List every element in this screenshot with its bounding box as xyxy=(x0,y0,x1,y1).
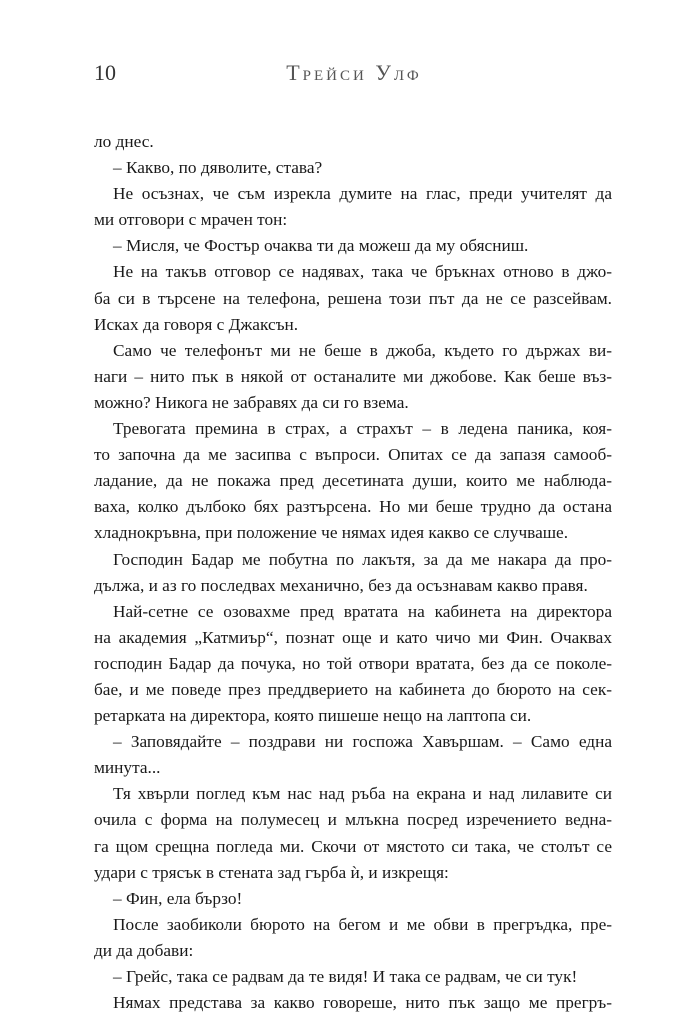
text-line: на академия „Катмиър“, познат още и като чичо ми Фин. Очаквах xyxy=(94,627,612,647)
text-line: – Мисля, че Фостър очаква ти да можеш да му обясниш. xyxy=(113,236,529,256)
text-line: – Какво, по дяволите, става? xyxy=(113,158,323,178)
text-line: – Заповядайте – поздрави ни госпожа Хавършам. – Само една xyxy=(113,732,612,752)
text-line: ваха, колко дълбоко бях разтърсена. Но ми беше трудно да остана xyxy=(94,497,612,517)
text-line: хладнокръвна, при положение че нямах идея какво се случваше. xyxy=(94,523,569,543)
text-line: удари с трясък в стената зад гърба ѝ, и изкрещя: xyxy=(94,862,449,882)
text-line: – Грейс, така се радвам да те видя! И така се радвам, че си тук! xyxy=(113,967,578,986)
text-line: ладание, да не покажа пред десетината души, които ме наблюда- xyxy=(94,471,612,491)
text-line: можно? Никога не забравях да си го взема. xyxy=(94,392,409,412)
text-line: бае, и ме поведе през преддверието на кабинета до бюрото на сек- xyxy=(94,679,612,699)
text-line: Най-сетне се озовахме пред вратата на кабинета на директора xyxy=(113,601,612,621)
text-line: – Фин, ела бързо! xyxy=(113,888,243,908)
text-line: ло днес. xyxy=(94,132,154,151)
text-line: ди да добави: xyxy=(94,940,194,960)
text-line: то започна да ме засипва с въпроси. Опитах се да запазя самооб- xyxy=(94,445,612,465)
text-line: господин Бадар да почука, но той отвори вратата, без да се поколе- xyxy=(94,653,612,673)
text-line: Исках да говоря с Джаксън. xyxy=(94,314,299,334)
text-line: ми отговори с мрачен тон: xyxy=(94,210,288,230)
text-line: Само че телефонът ми не беше в джоба, където го държах ви- xyxy=(113,340,612,360)
text-line: га щом срещна погледа ми. Скочи от мястото си така, че столът се xyxy=(94,836,612,856)
text-line: Нямах представа за какво говореше, нито пък защо ме прегръ- xyxy=(113,993,612,1013)
text-line: Тревогата премина в страх, а страхът – в ледена паника, коя- xyxy=(113,419,612,439)
text-line: минута... xyxy=(94,758,161,778)
text-line: ба си в търсене на телефона, решена този път да не се разсейвам. xyxy=(94,288,612,308)
page-number: 10 xyxy=(94,60,116,85)
text-line: очила с форма на полумесец и млъкна посред изречението ведна- xyxy=(94,810,612,830)
running-head-author: Трейси Улф xyxy=(286,60,422,85)
text-line: ретарката на директора, която пишеше нещо на лаптопа си. xyxy=(94,706,532,726)
page-header xyxy=(94,60,606,90)
text-line: Господин Бадар ме побутна по лакътя, за да ме накара да про- xyxy=(113,549,612,569)
text-line: После заобиколи бюрото на бегом и ме обви в прегръдка, пре- xyxy=(113,914,612,934)
text-line: дължа, и аз го последвах механично, без да осъзнавам какво правя. xyxy=(94,575,588,595)
text-line: наги – нито пък в някой от останалите ми джобове. Как беше въз- xyxy=(94,366,612,386)
text-line: Тя хвърли поглед към нас над ръба на екрана и над лилавите си xyxy=(113,784,612,804)
body-text xyxy=(94,129,612,1016)
text-line: Не осъзнах, че съм изрекла думите на глас, преди учителят да xyxy=(113,184,612,204)
text-line: Не на такъв отговор се надявах, така че бръкнах отново в джо- xyxy=(113,262,612,282)
